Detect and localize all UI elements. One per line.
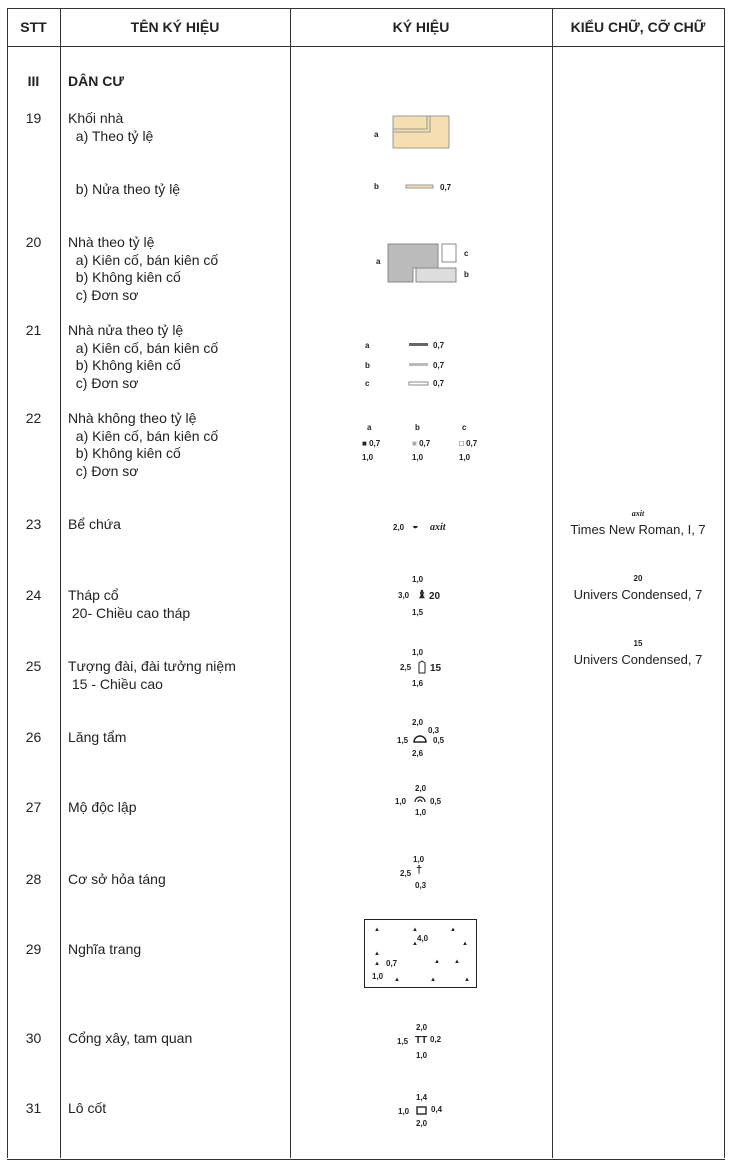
- header-name: TÊN KÝ HIỆU: [130, 19, 220, 35]
- row-name: Nghĩa trang: [68, 941, 142, 957]
- svg-text:▲: ▲: [464, 977, 470, 983]
- header-stt: STT: [20, 19, 47, 35]
- svg-text:▲: ▲: [430, 977, 436, 983]
- row-number: 22: [25, 410, 42, 426]
- svg-text:▲: ▲: [454, 959, 460, 965]
- svg-text:▲: ▲: [434, 959, 440, 965]
- row-name: Cơ sở hỏa táng: [68, 871, 166, 887]
- svg-text:▲: ▲: [412, 941, 418, 947]
- row-name: Lô cốt: [68, 1100, 107, 1116]
- svg-text:▲: ▲: [412, 927, 418, 933]
- section-number: III: [27, 73, 40, 89]
- header-symbol: KÝ HIỆU: [392, 19, 450, 35]
- row-number: 25: [25, 658, 42, 674]
- row-number: 27: [25, 799, 42, 815]
- row-number: 23: [25, 516, 42, 532]
- row-name: Cổng xây, tam quan: [68, 1030, 193, 1046]
- row-name: b) Nửa theo tỷ lệ: [68, 181, 181, 197]
- row-number: 20: [25, 234, 42, 250]
- row-number: 24: [25, 587, 42, 603]
- row-number: 30: [25, 1030, 42, 1046]
- row-name: Nhà theo tỷ lệ a) Kiên cố, bán kiên cố b) Không kiên cố c) Đơn sơ: [68, 234, 219, 303]
- row-number: 29: [25, 941, 42, 957]
- row-number: 28: [25, 871, 42, 887]
- row-name: Nhà không theo tỷ lệ a) Kiên cố, bán kiên cố b) Không kiên cố c) Đơn sơ: [68, 410, 219, 479]
- row-name: Tháp cổ 20- Chiều cao tháp: [68, 587, 191, 621]
- row-number: 26: [25, 729, 42, 745]
- row-number: 31: [25, 1100, 42, 1116]
- svg-text:▲: ▲: [374, 951, 380, 957]
- svg-text:▲: ▲: [450, 927, 456, 933]
- row-name: Nhà nửa theo tỷ lệ a) Kiên cố, bán kiên cố b) Không kiên cố c) Đơn sơ: [68, 322, 219, 391]
- font-24: 20 Univers Condensed, 7: [573, 574, 703, 602]
- row-name: Tượng đài, đài tưởng niệm 15 - Chiều cao: [68, 658, 236, 692]
- row-number: 19: [25, 110, 42, 126]
- svg-text:▲: ▲: [462, 941, 468, 947]
- svg-text:▲: ▲: [394, 977, 400, 983]
- svg-text:▲: ▲: [374, 927, 380, 933]
- row-name: Khối nhà a) Theo tỷ lệ: [68, 110, 154, 144]
- header-font: KIỂU CHỮ, CỠ CHỮ: [570, 19, 706, 35]
- symbol-table: STT TÊN KÝ HIỆU KÝ HIỆU KIỂU CHỮ, CỠ CHỮ III DÂN CƯ 19 Khối nhà a) Theo tỷ lệ b) Nửa theo tỷ lệ 20 Nhà theo tỷ lệ a) Kiên cố, bán kiên cố b) Không kiên cố c) Đơn sơ 21 Nhà nửa theo tỷ lệ a) Kiên cố, bán kiên cố b) Không kiên cố c) Đơn sơ 22 Nhà không theo tỷ lệ a) Kiên cố, bán kiên cố b) Không kiên cố c) Đơn sơ 23 Bể chứa 24 Tháp cổ 20- Chiều cao tháp 25 Tượng đài, đài tưởng niệm 15 - Chiều cao 26 Lăng tẩm 27 Mộ độc lập 28 Cơ sở hỏa táng 29 Nghĩa trang 30 Cổng xây, tam quan 31 Lô cốt a b 0,7 a c b a b c 0,7 0,7 0,7 a b c ■ 0,7 ■ 0,7 □ 0,7 1,0 1,0 1,0 2,0 ◒ axit 1,0 3,0 ♝ 20 1,5 1,0 2,5 15 1,6 2,0 0,3 1,5 0,5 2,6 2,0 1,0 0,5 1,0 1,0 2,5 † 0,3 ▲ ▲ ▲ ▲ ▲ ▲ ▲ ▲ ▲ ▲ ▲ ▲ 4,0 0,7 1,0 2,0 1,5 ΤΤ 0,2 1,0 1,4 1,0 0,4 2,0 axit Times New Roman, I, 7 20 Univers Condensed, 7 15 Univers Condensed, 7: [0, 0, 735, 1164]
- row-name: Mộ độc lập: [68, 799, 137, 815]
- row-name: Bể chứa: [68, 516, 121, 532]
- svg-text:▲: ▲: [374, 961, 380, 967]
- section-title: DÂN CƯ: [68, 73, 124, 89]
- font-23: axit Times New Roman, I, 7: [570, 509, 706, 537]
- font-25: 15 Univers Condensed, 7: [573, 639, 703, 667]
- row-name: Lăng tẩm: [68, 729, 127, 745]
- row-number: 21: [25, 322, 42, 338]
